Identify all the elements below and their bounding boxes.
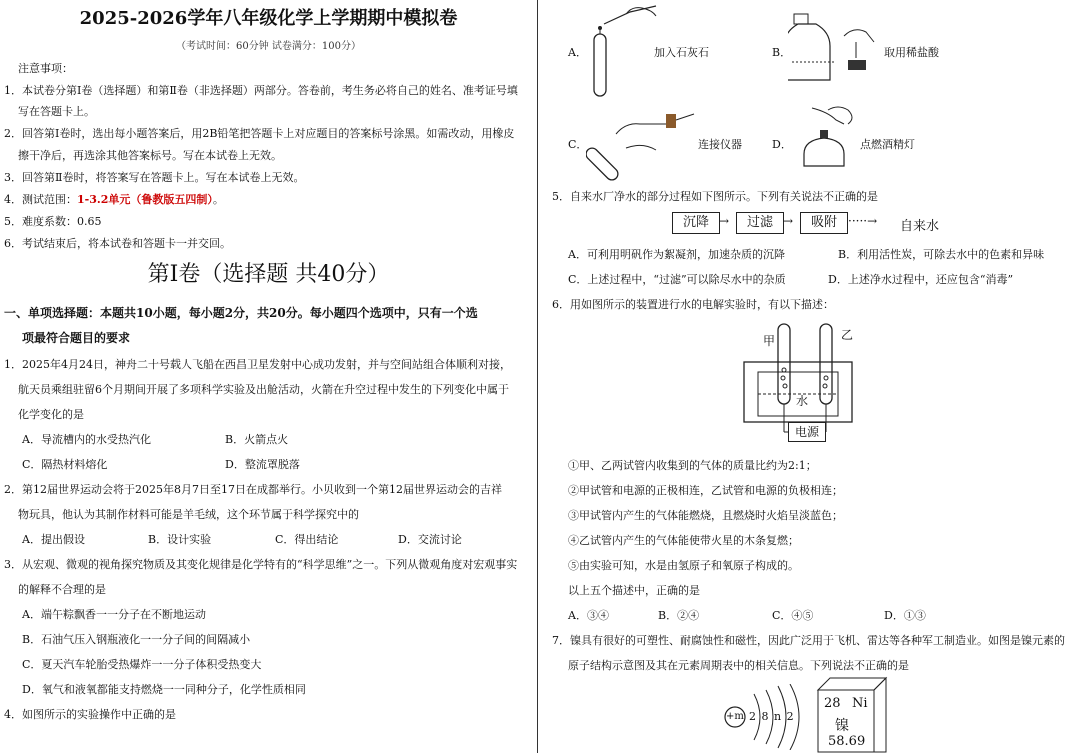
option-q1-d[interactable]: D．整流罩脱落 (225, 458, 300, 471)
option-q1-b[interactable]: B．火箭点火 (225, 433, 289, 446)
option-q5-c[interactable]: C．上述过程中，“过滤”可以除尽水中的杂质 (568, 273, 786, 286)
q4-a-caption: 加入石灰石 (654, 46, 709, 59)
tube-label-left: 甲 (763, 334, 776, 348)
question-3-line: 的解释不合理的是 (18, 583, 106, 596)
question-1-line: 1．2025年4月24日，神舟二十号载人飞船在西昌卫星发射中心成功发射，并与空间站组合体顺利对接， (4, 358, 511, 371)
notice-scope-range: 1-3.2单元（鲁教版五四制） (77, 193, 213, 206)
question-7-line: 原子结构示意图及其在元素周期表中的相关信息。下列说法不正确的是 (568, 659, 909, 672)
flow-step-adsorption: 吸附 (800, 212, 848, 234)
notice-end: 6．考试结束后，将本试卷和答题卡一并交回。 (4, 237, 231, 250)
section-title: 第Ⅰ卷（选择题 共40分） (147, 262, 390, 287)
notice-heading: 注意事项： (18, 62, 73, 75)
question-2-line: 物玩具，他认为其制作材料可能是羊毛绒，这个环节属于科学探究中的 (18, 508, 359, 521)
notice-scope (4, 191, 224, 207)
option-q2-d[interactable]: D．交流讨论 (398, 533, 462, 546)
q6-statement: ②甲试管和电源的正极相连，乙试管和电源的负极相连； (568, 484, 843, 497)
question-2-line: 2．第12届世界运动会将于2025年8月7日至17日在成都举行。小贝收到一个第12届世界运动会的吉祥 (4, 483, 502, 496)
option-q4-a[interactable]: A． (568, 46, 587, 59)
element-atomic-number: 28 (824, 696, 841, 711)
notice-line: 1．本试卷分第Ⅰ卷（选择题）和第Ⅱ卷（非选择题）两部分。答卷前，考生务必将自己的姓名、准考证号填 (4, 84, 518, 97)
exam-info: （考试时间：60分钟 试卷满分：100分） (176, 41, 361, 52)
option-q6-b[interactable]: B．②④ (658, 609, 700, 622)
option-q4-c[interactable]: C． (568, 138, 588, 151)
element-name: 镍 (835, 718, 849, 734)
right-column (538, 0, 1080, 753)
flow-arrow: ·····→ (848, 214, 878, 228)
flow-arrow: → (719, 214, 730, 228)
take-dilute-acid-sketch (788, 8, 888, 88)
option-q5-a[interactable]: A．可利用明矾作为絮凝剂，加速杂质的沉降 (568, 248, 785, 261)
option-q2-a[interactable]: A．提出假设 (22, 533, 85, 546)
question-6-line: 6．用如图所示的装置进行水的电解实验时，有以下描述： (552, 298, 834, 311)
question-4-line: 4．如图所示的实验操作中正确的是 (4, 708, 176, 721)
flow-step-sedimentation: 沉降 (672, 212, 720, 234)
option-q4-b[interactable]: B． (772, 46, 792, 59)
connect-apparatus-sketch (586, 104, 696, 184)
option-q3-b[interactable]: B．石油气压入钢瓶液化一一分子间的间隔减小 (22, 633, 251, 646)
question-3-line: 3．从宏观、微观的视角探究物质及其变化规律是化学特有的“科学思维”之一。下列从微观角度对宏观事实 (4, 558, 518, 571)
question-5-line: 5．自来水厂净水的部分过程如下图所示。下列有关说法不正确的是 (552, 190, 878, 203)
option-q4-d[interactable]: D． (772, 138, 792, 151)
option-q2-b[interactable]: B．设计实验 (148, 533, 212, 546)
element-atomic-mass: 58.69 (828, 734, 866, 749)
part-heading: 一、单项选择题：本题共10小题，每小题2分，共20分。每小题四个选项中，只有一个选 (4, 306, 478, 320)
element-symbol: Ni (852, 696, 868, 711)
notice-line: 写在答题卡上。 (18, 105, 95, 118)
flow-step-filtration: 过滤 (736, 212, 784, 234)
option-q6-d[interactable]: D．①③ (884, 609, 926, 622)
q6-statement: ③甲试管内产生的气体能燃烧，且燃烧时火焰呈淡蓝色； (568, 509, 843, 522)
q4-d-caption: 点燃酒精灯 (860, 138, 915, 151)
notice-line: 擦干净后，再选涂其他答案标号。写在本试卷上无效。 (18, 149, 282, 162)
q4-c-caption: 连接仪器 (698, 138, 742, 151)
left-column (0, 0, 537, 753)
notice-scope-suffix: 。 (212, 193, 224, 206)
q6-statement: ④乙试管内产生的气体能使带火星的木条复燃； (568, 534, 799, 547)
option-q1-c[interactable]: C．隔热材料熔化 (22, 458, 108, 471)
option-q1-a[interactable]: A．导流槽内的水受热汽化 (22, 433, 151, 446)
q6-statement: ①甲、乙两试管内收集到的气体的质量比约为2:1； (568, 459, 817, 472)
exam-title: 2025-2026学年八年级化学上学期期中模拟卷 (79, 8, 458, 29)
option-q5-d[interactable]: D．上述净水过程中，还应包含“消毒” (828, 273, 1014, 286)
tube-label-right: 乙 (841, 328, 854, 342)
flow-arrow: → (783, 214, 794, 228)
q6-prompt: 以上五个描述中，正确的是 (568, 584, 700, 597)
question-1-line: 化学变化的是 (18, 408, 84, 421)
question-7-line: 7．镍具有很好的可塑性、耐腐蚀性和磁性，因此广泛用于飞机、雷达等各种军工制造业。如图是镍元素的 (552, 634, 1065, 647)
q6-statement: ⑤由实验可知，水是由氢原子和氧原子构成的。 (568, 559, 799, 572)
option-q3-c[interactable]: C．夏天汽车轮胎受热爆炸一一分子体积受热变大 (22, 658, 262, 671)
option-q6-a[interactable]: A．③④ (568, 609, 609, 622)
option-q6-c[interactable]: C．④⑤ (772, 609, 814, 622)
atom-nucleus-charge: +m (726, 711, 744, 722)
water-label: 水 (796, 394, 809, 408)
option-q3-a[interactable]: A．端午粽飘香一一分子在不断地运动 (22, 608, 206, 621)
option-q3-d[interactable]: D．氧气和液氧都能支持燃烧一一同种分子，化学性质相同 (22, 683, 306, 696)
q4-b-caption: 取用稀盐酸 (884, 46, 939, 59)
part-heading: 项最符合题目的要求 (22, 331, 131, 345)
flow-output: 自来水 (900, 219, 940, 234)
notice-difficulty: 5．难度系数：0.65 (4, 215, 102, 228)
question-1-line: 航天员乘组驻留6个月期间开展了多项科学实验及出舱活动，火箭在升空过程中发生的下列变化中属于 (18, 383, 509, 396)
option-q5-b[interactable]: B．利用活性炭，可除去水中的色素和异味 (838, 248, 1045, 261)
option-q2-c[interactable]: C．得出结论 (275, 533, 339, 546)
power-supply-label: 电源 (788, 422, 826, 442)
notice-line: 2．回答第Ⅰ卷时，选出每小题答案后，用2B铅笔把答题卡上对应题目的答案标号涂黑。如需改动，用橡皮 (4, 127, 515, 140)
atom-shell-electrons: 2 8 n 2 (749, 710, 794, 723)
notice-line: 3．回答第Ⅱ卷时，将答案写在答题卡上。写在本试卷上无效。 (4, 171, 305, 184)
notice-scope-prefix: 4．测试范围： (4, 193, 77, 206)
